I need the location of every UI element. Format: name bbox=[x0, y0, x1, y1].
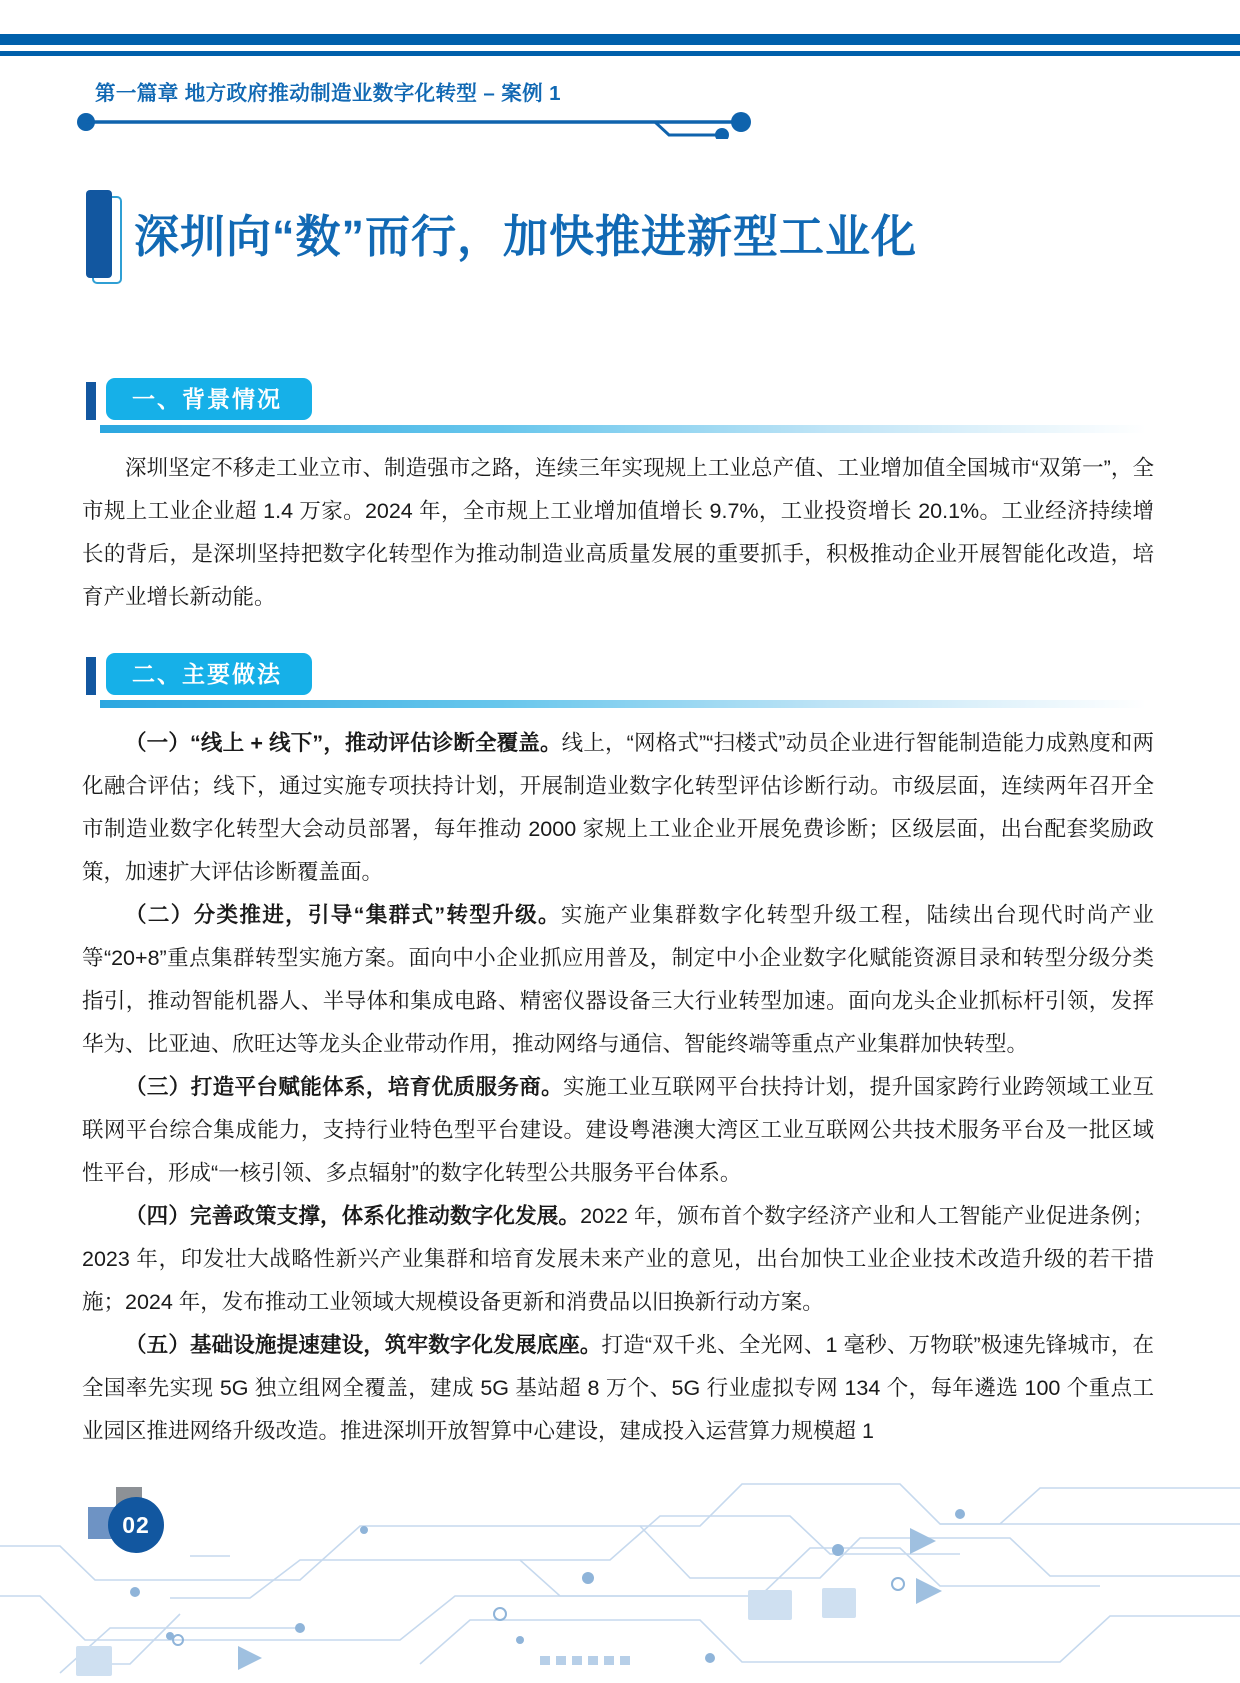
section-tick-mark bbox=[86, 657, 96, 695]
section-header-background bbox=[86, 378, 1146, 434]
paragraph-lead: （二）分类推进，引导“集群式”转型升级。 bbox=[125, 903, 561, 927]
section-badge-practices bbox=[106, 653, 312, 695]
section-tick-mark bbox=[86, 382, 96, 420]
page-title: 深圳向“数”而行，加快推进新型工业化 bbox=[134, 211, 918, 262]
page-title-block bbox=[86, 190, 1146, 290]
title-accent-bar bbox=[86, 190, 112, 278]
section-body-background bbox=[82, 447, 1154, 619]
paragraph-text: 2022 年，颁布首个数字经济产业和人工智能产业促进条例；2023 年，印发壮大战略性新兴产业集群和培育发展未来产业的意见，出台加快工业企业技术改造升级的若干措施；2024 年，发布推动工业领域大规模设备更新和消费品以旧换新行动方案。 bbox=[82, 1204, 1154, 1314]
paragraph bbox=[82, 1066, 1154, 1195]
paragraph-text: 实施工业互联网平台扶持计划，提升国家跨行业跨领域工业互联网平台综合集成能力，支持行业特色型平台建设。建设粤港澳大湾区工业互联网公共技术服务平台及一批区域性平台，形成“一核引领、多点辐射”的数字化转型公共服务平台体系。 bbox=[82, 1075, 1154, 1185]
paragraph-lead: （四）完善政策支撑，体系化推动数字化发展。 bbox=[125, 1204, 581, 1228]
section-badge-background bbox=[106, 378, 312, 420]
paragraph-lead: （一）“线上 + 线下”，推动评估诊断全覆盖。 bbox=[125, 731, 562, 755]
top-rule-thin bbox=[0, 51, 1240, 56]
section-badge-label: 二、主要做法 bbox=[132, 660, 282, 687]
section-gradient-rule bbox=[100, 700, 1146, 708]
page-number-badge bbox=[88, 1487, 218, 1565]
section-header-practices bbox=[86, 653, 1146, 709]
running-header-circuit-line bbox=[95, 113, 1145, 139]
paragraph bbox=[82, 722, 1154, 894]
paragraph-text: 实施产业集群数字化转型升级工程，陆续出台现代时尚产业等“20+8”重点集群转型实施方案。面向中小企业抓应用普及，制定中小企业数字化赋能资源目录和转型分级分类指引，推动智能机器人、半导体和集成电路、精密仪器设备三大行业转型加速。面向龙头企业抓标杆引领，发挥华为、比亚迪、欣旺达等龙头企业带动作用，推动网络与通信、智能终端等重点产业集群加快转型。 bbox=[82, 903, 1154, 1056]
running-header-text: 第一篇章 地方政府推动制造业数字化转型 – 案例 1 bbox=[95, 82, 561, 105]
paragraph-text: 线上，“网格式”“扫楼式”动员企业进行智能制造能力成熟度和两化融合评估；线下，通过实施专项扶持计划，开展制造业数字化转型评估诊断行动。市级层面，连续两年召开全市制造业数字化转型大会动员部署，每年推动 2000 家规上工业企业开展免费诊断；区级层面，出台配套奖励政策，加速扩大评估诊断覆盖面。 bbox=[82, 731, 1154, 884]
section-badge-label: 一、背景情况 bbox=[132, 385, 282, 412]
paragraph-lead: （五）基础设施提速建设，筑牢数字化发展底座。 bbox=[125, 1333, 602, 1357]
paragraph bbox=[82, 447, 1154, 619]
top-decorative-rules bbox=[0, 0, 1240, 56]
paragraph-lead: （三）打造平台赋能体系，培育优质服务商。 bbox=[125, 1075, 564, 1099]
page-number-circle bbox=[108, 1497, 164, 1553]
paragraph bbox=[82, 894, 1154, 1066]
section-body-practices bbox=[82, 722, 1154, 1453]
circuit-line-icon bbox=[75, 109, 755, 139]
running-header bbox=[95, 82, 1145, 139]
paragraph bbox=[82, 1324, 1154, 1453]
top-rule-thick bbox=[0, 34, 1240, 45]
paragraph-text: 深圳坚定不移走工业立市、制造强市之路，连续三年实现规上工业总产值、工业增加值全国城市“双第一”，全市规上工业企业超 1.4 万家。2024 年，全市规上工业增加值增长 9.7%，工业投资增长 20.1%。工业经济持续增长的背后，是深圳坚持把数字化转型作为推动制造业高质量发展的重要抓手，积极推动企业开展智能化改造，培育产业增长新动能。 bbox=[82, 456, 1154, 609]
paragraph-text: 打造“双千兆、全光网、1 毫秒、万物联”极速先锋城市，在全国率先实现 5G 独立组网全覆盖，建成 5G 基站超 8 万个、5G 行业虚拟专网 134 个，每年遴选 100 个重点工业园区推进网络升级改造。推进深圳开放智算中心建设，建成投入运营算力规模超 1 bbox=[82, 1333, 1154, 1443]
paragraph bbox=[82, 1195, 1154, 1324]
section-gradient-rule bbox=[100, 425, 1146, 433]
page-number-text: 02 bbox=[122, 1511, 150, 1538]
